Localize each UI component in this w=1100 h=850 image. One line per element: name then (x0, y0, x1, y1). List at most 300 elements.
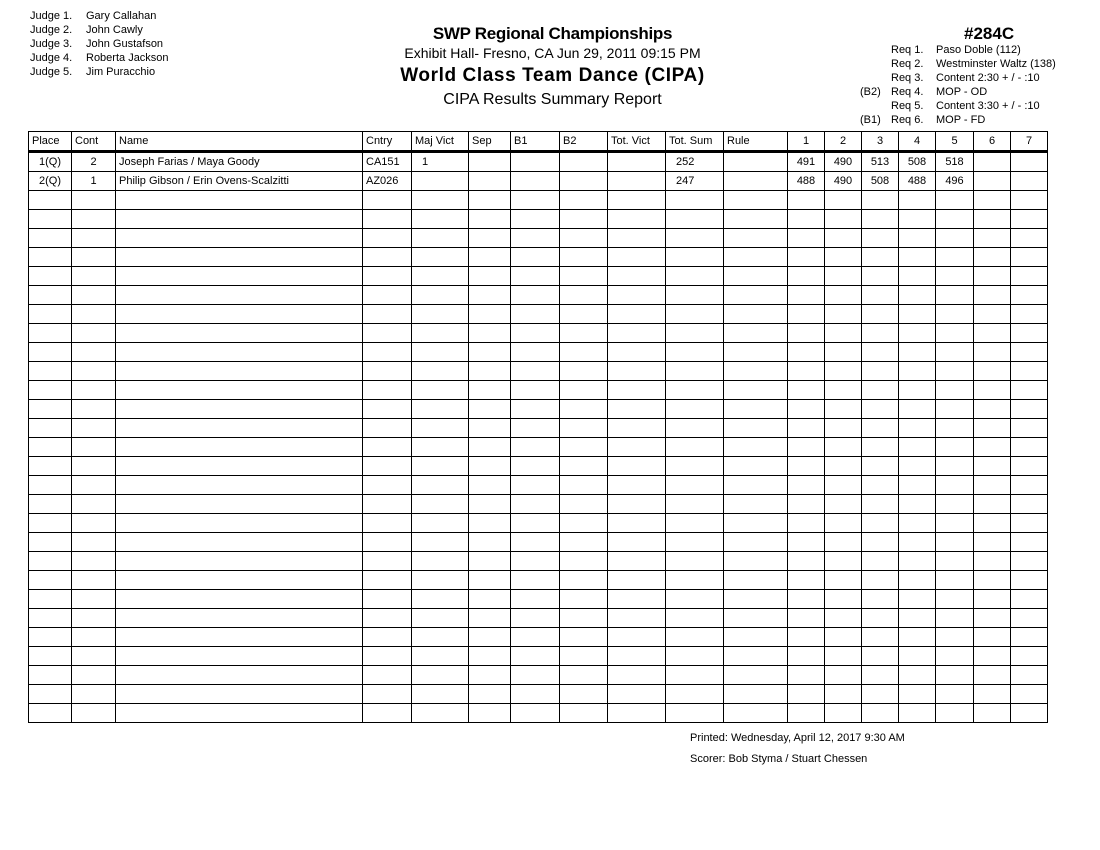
empty-cell (724, 495, 788, 514)
empty-cell (608, 324, 666, 343)
empty-cell (1011, 590, 1048, 609)
judge-entry: Judge 3. John Gustafson (30, 38, 164, 50)
cell-b2 (560, 172, 608, 191)
col-header-judge-4: 4 (899, 132, 936, 152)
empty-cell (862, 609, 899, 628)
empty-cell (936, 685, 974, 704)
empty-cell (116, 324, 363, 343)
empty-cell (825, 514, 862, 533)
empty-cell (560, 590, 608, 609)
judges-list (30, 9, 169, 79)
empty-cell (72, 381, 116, 400)
empty-cell (72, 191, 116, 210)
empty-cell (608, 400, 666, 419)
empty-cell (412, 343, 469, 362)
empty-cell (469, 191, 511, 210)
empty-cell (29, 362, 72, 381)
empty-cell (412, 191, 469, 210)
empty-cell (560, 362, 608, 381)
empty-cell (72, 666, 116, 685)
table-row-empty (29, 191, 1048, 210)
empty-cell (666, 305, 724, 324)
empty-cell (363, 685, 412, 704)
table-row-empty (29, 362, 1048, 381)
col-header-sep: Sep (469, 132, 511, 152)
empty-cell (974, 248, 1011, 267)
empty-cell (469, 229, 511, 248)
empty-cell (1011, 457, 1048, 476)
empty-cell (825, 704, 862, 723)
empty-cell (936, 647, 974, 666)
empty-cell (724, 381, 788, 400)
empty-cell (825, 362, 862, 381)
cell-cont: 1 (72, 172, 116, 191)
empty-cell (560, 286, 608, 305)
empty-cell (724, 685, 788, 704)
empty-cell (936, 438, 974, 457)
empty-cell (116, 514, 363, 533)
col-header-place: Place (29, 132, 72, 152)
empty-cell (974, 381, 1011, 400)
cell-judge-4: 488 (899, 172, 936, 191)
col-header-cont: Cont (72, 132, 116, 152)
empty-cell (666, 552, 724, 571)
empty-cell (899, 191, 936, 210)
empty-cell (469, 438, 511, 457)
table-row-empty (29, 495, 1048, 514)
empty-cell (363, 324, 412, 343)
empty-cell (788, 628, 825, 647)
empty-cell (936, 191, 974, 210)
empty-cell (412, 400, 469, 419)
empty-cell (724, 419, 788, 438)
empty-cell (788, 552, 825, 571)
empty-cell (825, 495, 862, 514)
empty-cell (363, 191, 412, 210)
empty-cell (974, 647, 1011, 666)
empty-cell (116, 286, 363, 305)
empty-cell (862, 286, 899, 305)
empty-cell (116, 343, 363, 362)
empty-cell (511, 590, 560, 609)
empty-cell (974, 628, 1011, 647)
empty-cell (788, 666, 825, 685)
empty-cell (936, 628, 974, 647)
empty-cell (724, 191, 788, 210)
printed-timestamp: Printed: Wednesday, April 12, 2017 9:30 AM (690, 732, 905, 744)
empty-cell (412, 685, 469, 704)
empty-cell (936, 248, 974, 267)
empty-cell (29, 457, 72, 476)
empty-cell (363, 628, 412, 647)
empty-cell (724, 628, 788, 647)
empty-cell (862, 666, 899, 685)
empty-cell (608, 286, 666, 305)
empty-cell (936, 666, 974, 685)
requirement-item: Req 5. Content 3:30 + / - :10 (891, 100, 1040, 112)
empty-cell (1011, 362, 1048, 381)
empty-cell (666, 343, 724, 362)
empty-cell (511, 647, 560, 666)
empty-cell (363, 286, 412, 305)
empty-cell (72, 343, 116, 362)
empty-cell (560, 476, 608, 495)
empty-cell (666, 609, 724, 628)
empty-cell (666, 457, 724, 476)
empty-cell (825, 476, 862, 495)
table-row-empty (29, 400, 1048, 419)
empty-cell (412, 324, 469, 343)
cell-judge-5: 518 (936, 152, 974, 172)
empty-cell (29, 248, 72, 267)
empty-cell (412, 248, 469, 267)
empty-cell (1011, 685, 1048, 704)
cell-judge-7 (1011, 172, 1048, 191)
empty-cell (666, 533, 724, 552)
empty-cell (1011, 248, 1048, 267)
empty-cell (511, 704, 560, 723)
empty-cell (72, 305, 116, 324)
empty-cell (862, 191, 899, 210)
empty-cell (666, 647, 724, 666)
empty-cell (1011, 704, 1048, 723)
empty-cell (825, 609, 862, 628)
championship-title: SWP Regional Championships (432, 24, 673, 43)
empty-cell (363, 419, 412, 438)
empty-cell (1011, 400, 1048, 419)
event-number: #284C (964, 24, 1015, 43)
col-header-rule: Rule (724, 132, 788, 152)
empty-cell (666, 590, 724, 609)
empty-cell (974, 210, 1011, 229)
empty-cell (608, 514, 666, 533)
empty-cell (899, 609, 936, 628)
empty-cell (974, 229, 1011, 248)
empty-cell (724, 514, 788, 533)
empty-cell (1011, 571, 1048, 590)
cell-place: 1(Q) (29, 152, 72, 172)
empty-cell (116, 685, 363, 704)
cell-tot-sum: 252 (666, 152, 724, 172)
empty-cell (899, 305, 936, 324)
empty-cell (469, 666, 511, 685)
empty-cell (72, 248, 116, 267)
empty-cell (1011, 476, 1048, 495)
table-row-empty (29, 381, 1048, 400)
empty-cell (363, 495, 412, 514)
empty-cell (29, 647, 72, 666)
empty-cell (974, 438, 1011, 457)
empty-cell (788, 438, 825, 457)
empty-cell (724, 609, 788, 628)
empty-cell (29, 666, 72, 685)
cell-sep (469, 172, 511, 191)
empty-cell (29, 571, 72, 590)
empty-cell (724, 362, 788, 381)
empty-cell (788, 704, 825, 723)
empty-cell (72, 685, 116, 704)
empty-cell (724, 647, 788, 666)
empty-cell (469, 419, 511, 438)
empty-cell (29, 609, 72, 628)
empty-cell (363, 609, 412, 628)
empty-cell (899, 571, 936, 590)
empty-cell (936, 704, 974, 723)
empty-cell (560, 381, 608, 400)
empty-cell (560, 400, 608, 419)
empty-cell (974, 514, 1011, 533)
empty-cell (1011, 495, 1048, 514)
empty-cell (899, 267, 936, 286)
empty-cell (560, 229, 608, 248)
empty-cell (72, 286, 116, 305)
empty-cell (974, 571, 1011, 590)
empty-cell (974, 704, 1011, 723)
empty-cell (974, 666, 1011, 685)
empty-cell (825, 666, 862, 685)
table-row-empty (29, 666, 1048, 685)
empty-cell (862, 210, 899, 229)
cell-b1 (511, 172, 560, 191)
empty-cell (1011, 628, 1048, 647)
table-row-empty (29, 647, 1048, 666)
empty-cell (936, 571, 974, 590)
table-row-empty (29, 419, 1048, 438)
results-table (28, 131, 1048, 723)
empty-cell (1011, 419, 1048, 438)
empty-cell (936, 495, 974, 514)
empty-cell (116, 552, 363, 571)
empty-cell (72, 324, 116, 343)
empty-cell (899, 628, 936, 647)
empty-cell (116, 704, 363, 723)
empty-cell (666, 704, 724, 723)
table-row-empty (29, 533, 1048, 552)
empty-cell (560, 704, 608, 723)
empty-cell (511, 286, 560, 305)
empty-cell (72, 229, 116, 248)
cell-b1 (511, 152, 560, 172)
empty-cell (899, 419, 936, 438)
empty-cell (666, 685, 724, 704)
table-row-empty (29, 552, 1048, 571)
empty-cell (974, 495, 1011, 514)
empty-cell (899, 685, 936, 704)
empty-cell (511, 685, 560, 704)
empty-cell (116, 495, 363, 514)
empty-cell (363, 267, 412, 286)
empty-cell (469, 210, 511, 229)
empty-cell (936, 400, 974, 419)
empty-cell (788, 324, 825, 343)
empty-cell (788, 571, 825, 590)
empty-cell (29, 495, 72, 514)
empty-cell (862, 343, 899, 362)
empty-cell (666, 286, 724, 305)
empty-cell (412, 647, 469, 666)
cell-judge-6 (974, 172, 1011, 191)
empty-cell (608, 666, 666, 685)
empty-cell (72, 438, 116, 457)
empty-cell (511, 381, 560, 400)
empty-cell (825, 324, 862, 343)
empty-cell (862, 552, 899, 571)
table-row-empty (29, 229, 1048, 248)
col-header-tot-vict: Tot. Vict (608, 132, 666, 152)
empty-cell (412, 476, 469, 495)
empty-cell (363, 457, 412, 476)
empty-cell (469, 286, 511, 305)
empty-cell (72, 210, 116, 229)
empty-cell (862, 704, 899, 723)
empty-cell (936, 324, 974, 343)
empty-cell (608, 495, 666, 514)
empty-cell (936, 210, 974, 229)
empty-cell (788, 229, 825, 248)
table-row-empty (29, 267, 1048, 286)
empty-cell (936, 305, 974, 324)
empty-cell (666, 248, 724, 267)
table-row-empty (29, 324, 1048, 343)
col-header-judge-6: 6 (974, 132, 1011, 152)
empty-cell (72, 552, 116, 571)
empty-cell (974, 324, 1011, 343)
empty-cell (511, 552, 560, 571)
empty-cell (666, 514, 724, 533)
cell-maj-vict (412, 172, 469, 191)
empty-cell (666, 476, 724, 495)
empty-cell (511, 419, 560, 438)
empty-cell (560, 248, 608, 267)
empty-cell (608, 590, 666, 609)
requirement-item: Req 2. Westminster Waltz (138) (891, 58, 1056, 70)
empty-cell (936, 533, 974, 552)
empty-cell (724, 229, 788, 248)
empty-cell (862, 362, 899, 381)
empty-cell (72, 514, 116, 533)
table-row-empty (29, 438, 1048, 457)
report-footer (690, 728, 905, 770)
empty-cell (363, 571, 412, 590)
empty-cell (29, 305, 72, 324)
judge-entry: Judge 4. Roberta Jackson (30, 52, 169, 64)
empty-cell (862, 438, 899, 457)
empty-cell (469, 495, 511, 514)
empty-cell (560, 609, 608, 628)
empty-cell (363, 476, 412, 495)
empty-cell (469, 343, 511, 362)
empty-cell (788, 305, 825, 324)
empty-cell (862, 476, 899, 495)
requirements-list (860, 43, 1056, 127)
empty-cell (29, 267, 72, 286)
empty-cell (608, 248, 666, 267)
empty-cell (560, 685, 608, 704)
empty-cell (724, 248, 788, 267)
empty-cell (608, 381, 666, 400)
judge-name: Roberta Jackson (86, 52, 169, 64)
empty-cell (936, 362, 974, 381)
empty-cell (1011, 210, 1048, 229)
empty-cell (862, 685, 899, 704)
empty-cell (72, 533, 116, 552)
empty-cell (469, 628, 511, 647)
empty-cell (1011, 609, 1048, 628)
empty-cell (469, 571, 511, 590)
empty-cell (788, 381, 825, 400)
empty-cell (1011, 229, 1048, 248)
table-row-empty (29, 571, 1048, 590)
empty-cell (608, 685, 666, 704)
empty-cell (363, 400, 412, 419)
empty-cell (1011, 191, 1048, 210)
empty-cell (608, 476, 666, 495)
empty-cell (1011, 514, 1048, 533)
table-row-empty (29, 704, 1048, 723)
empty-cell (608, 305, 666, 324)
empty-cell (788, 685, 825, 704)
empty-cell (974, 343, 1011, 362)
empty-cell (29, 381, 72, 400)
empty-cell (511, 533, 560, 552)
empty-cell (363, 704, 412, 723)
empty-cell (29, 343, 72, 362)
empty-cell (608, 628, 666, 647)
empty-cell (974, 533, 1011, 552)
empty-cell (469, 514, 511, 533)
empty-cell (29, 229, 72, 248)
empty-cell (72, 647, 116, 666)
empty-cell (29, 191, 72, 210)
empty-cell (974, 552, 1011, 571)
empty-cell (116, 381, 363, 400)
empty-cell (412, 666, 469, 685)
empty-cell (511, 343, 560, 362)
empty-cell (511, 210, 560, 229)
empty-cell (825, 628, 862, 647)
empty-cell (825, 419, 862, 438)
empty-cell (825, 647, 862, 666)
cell-name: Philip Gibson / Erin Ovens-Scalzitti (116, 172, 363, 191)
empty-cell (974, 191, 1011, 210)
requirement-item: (B2) Req 4. MOP - OD (860, 86, 988, 98)
empty-cell (511, 191, 560, 210)
empty-cell (899, 704, 936, 723)
empty-cell (724, 457, 788, 476)
empty-cell (363, 647, 412, 666)
empty-cell (116, 666, 363, 685)
empty-cell (511, 476, 560, 495)
empty-cell (974, 286, 1011, 305)
empty-cell (72, 476, 116, 495)
empty-cell (899, 666, 936, 685)
empty-cell (974, 590, 1011, 609)
cell-tot-sum: 247 (666, 172, 724, 191)
empty-cell (363, 210, 412, 229)
empty-cell (825, 438, 862, 457)
table-row (29, 172, 1048, 191)
empty-cell (469, 533, 511, 552)
empty-cell (116, 229, 363, 248)
empty-cell (29, 704, 72, 723)
col-header-judge-1: 1 (788, 132, 825, 152)
empty-cell (560, 628, 608, 647)
empty-cell (412, 552, 469, 571)
empty-cell (511, 457, 560, 476)
empty-cell (936, 476, 974, 495)
empty-cell (608, 552, 666, 571)
empty-cell (29, 438, 72, 457)
